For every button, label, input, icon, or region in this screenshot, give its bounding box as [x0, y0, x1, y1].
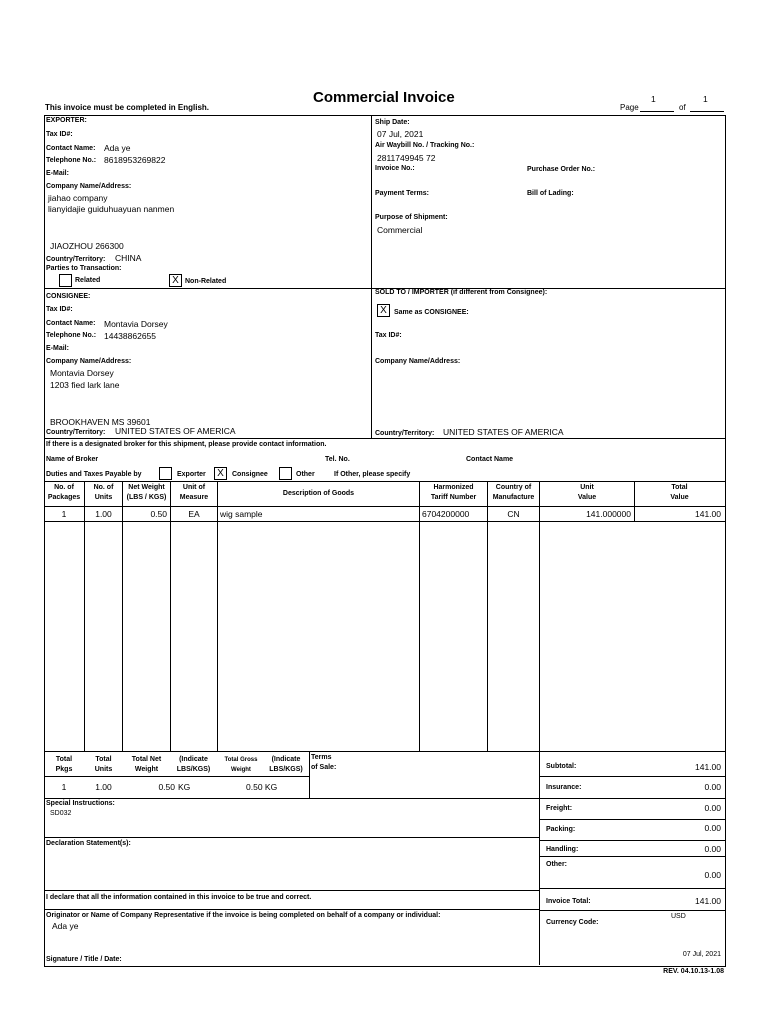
- packing-label: Packing:: [546, 826, 576, 833]
- broker-contact-label: Contact Name: [466, 456, 514, 463]
- sold-to-company-label: Company Name/Address:: [375, 358, 461, 365]
- invoice-total-value: 141.00: [695, 896, 721, 906]
- page-number: 1: [651, 94, 656, 104]
- originator-name: Ada ye: [52, 921, 79, 931]
- purpose-value: Commercial: [377, 225, 423, 235]
- of-label: of: [679, 103, 686, 112]
- exporter-email-label: E-Mail:: [46, 170, 69, 177]
- subtotal-label: Subtotal:: [546, 763, 577, 770]
- consignee-country: UNITED STATES OF AMERICA: [115, 426, 236, 436]
- row1-uom: EA: [188, 509, 200, 519]
- nonrelated-label: Non-Related: [185, 278, 227, 285]
- total-net-indicate: (Indicate LBS/KGS): [176, 756, 211, 773]
- insurance-value: 0.00: [704, 782, 721, 792]
- broker-note: If there is a designated broker for this shipment, please provide contact information.: [46, 441, 327, 448]
- revision-code: REV. 04.10.13-1.08: [663, 968, 724, 975]
- total-gross: 0.50 KG: [246, 782, 278, 792]
- other-charge-label: Other:: [546, 861, 567, 868]
- total-pkgs: 1: [61, 782, 67, 792]
- exporter-country: CHINA: [115, 253, 142, 263]
- col-total-value: Total Value: [670, 484, 689, 501]
- total-units-label: Total Units: [94, 756, 113, 773]
- related-checkbox[interactable]: [59, 274, 72, 287]
- consignee-heading: CONSIGNEE:: [46, 293, 91, 300]
- signature-label: Signature / Title / Date:: [46, 956, 122, 963]
- sold-to-country-label: Country/Territory:: [375, 430, 435, 437]
- related-label: Related: [75, 277, 101, 284]
- exporter-heading: EXPORTER:: [46, 117, 87, 124]
- exporter-country-label: Country/Territory:: [46, 256, 106, 263]
- handling-value: 0.00: [704, 844, 721, 854]
- duties-exporter-label: Exporter: [177, 471, 206, 478]
- awb-number: 2811749945 72: [377, 153, 436, 163]
- row1-units: 1.00: [95, 509, 112, 519]
- duties-other-checkbox[interactable]: [279, 467, 292, 480]
- same-as-consignee-label: Same as CONSIGNEE:: [394, 309, 469, 316]
- subtotal-value: 141.00: [695, 762, 721, 772]
- exporter-phone-label: Telephone No.:: [46, 157, 97, 164]
- freight-value: 0.00: [704, 803, 721, 813]
- col-unit-value: Unit Value: [577, 484, 597, 501]
- exporter-company-line1: jiahao company: [48, 193, 108, 203]
- certification-text: I declare that all the information contained in this invoice to be true and correct.: [46, 894, 312, 901]
- page-label: Page: [620, 103, 639, 112]
- exporter-taxid-label: Tax ID#:: [46, 131, 73, 138]
- sold-to-taxid-label: Tax ID#:: [375, 332, 402, 339]
- consignee-company-line2: 1203 fied lark lane: [50, 380, 120, 390]
- col-uom: Unit of Measure: [179, 484, 209, 501]
- page-title: Commercial Invoice: [313, 89, 455, 106]
- awb-label: Air Waybill No. / Tracking No.:: [375, 142, 475, 149]
- total-pkgs-label: Total Pkgs: [55, 756, 73, 773]
- row1-packages: 1: [61, 509, 67, 519]
- signature-date: 07 Jul, 2021: [682, 951, 721, 958]
- total-units: 1.00: [95, 782, 112, 792]
- duties-exporter-checkbox[interactable]: [159, 467, 172, 480]
- bol-label: Bill of Lading:: [527, 190, 574, 197]
- purpose-label: Purpose of Shipment:: [375, 214, 448, 221]
- english-note: This invoice must be completed in English.: [45, 103, 210, 112]
- declaration-label: Declaration Statement(s):: [46, 840, 131, 847]
- col-packages: No. of Packages: [47, 484, 81, 501]
- ship-date-label: Ship Date:: [375, 119, 410, 126]
- exporter-contact: Ada ye: [104, 143, 131, 153]
- col-hts: Harmonized Tariff Number: [430, 484, 477, 501]
- duties-consignee-label: Consignee: [232, 471, 268, 478]
- exporter-contact-label: Contact Name:: [46, 145, 96, 152]
- ship-date: 07 Jul, 2021: [377, 129, 424, 139]
- duties-label: Duties and Taxes Payable by: [46, 471, 142, 478]
- consignee-country-label: Country/Territory:: [46, 429, 106, 436]
- row1-net-weight: 0.50: [150, 509, 167, 519]
- total-gross-indicate: (Indicate LBS/KGS): [269, 756, 303, 773]
- total-gross-label: Total Gross Weight: [224, 757, 258, 773]
- other-charge-value: 0.00: [704, 870, 721, 880]
- row1-description: wig sample: [220, 509, 263, 519]
- col-net-weight: Net Weight (LBS / KGS): [126, 484, 167, 501]
- consignee-taxid-label: Tax ID#:: [46, 306, 73, 313]
- duties-other-specify: If Other, please specify: [334, 471, 411, 478]
- invoice-total-label: Invoice Total:: [546, 898, 591, 905]
- currency-label: Currency Code:: [546, 919, 599, 926]
- currency-value: USD: [671, 913, 686, 920]
- consignee-contact: Montavia Dorsey: [104, 319, 168, 329]
- col-units: No. of Units: [93, 484, 114, 501]
- parties-label: Parties to Transaction:: [46, 265, 122, 272]
- insurance-label: Insurance:: [546, 784, 582, 791]
- row1-unit-value: 141.000000: [586, 509, 631, 519]
- exporter-phone: 8618953269822: [104, 155, 166, 165]
- duties-other-label: Other: [296, 471, 315, 478]
- special-instructions-label: Special Instructions:: [46, 800, 115, 807]
- terms-of-sale-label: Terms of Sale:: [311, 754, 337, 771]
- originator-label: Originator or Name of Company Representative if the invoice is being completed on behalf of a company or individual:: [46, 912, 441, 919]
- nonrelated-checkbox[interactable]: X: [169, 274, 182, 287]
- total-net-label: Total Net Weight: [131, 756, 162, 773]
- special-instructions: SD032: [50, 810, 72, 817]
- total-net: 0.50: [158, 782, 175, 792]
- invoice-no-label: Invoice No.:: [375, 165, 415, 172]
- row1-hts: 6704200000: [422, 509, 470, 519]
- duties-consignee-checkbox[interactable]: X: [214, 467, 227, 480]
- broker-name-label: Name of Broker: [46, 456, 99, 463]
- row1-total-value: 141.00: [695, 509, 721, 519]
- col-description: Description of Goods: [282, 490, 355, 497]
- page-total: 1: [703, 94, 708, 104]
- handling-label: Handling:: [546, 846, 579, 853]
- row1-origin: CN: [507, 509, 520, 519]
- consignee-city: BROOKHAVEN MS 39601: [50, 417, 151, 427]
- sold-to-country: UNITED STATES OF AMERICA: [443, 427, 564, 437]
- exporter-company-label: Company Name/Address:: [46, 183, 132, 190]
- freight-label: Freight:: [546, 805, 573, 812]
- consignee-phone: 14438862655: [104, 331, 157, 341]
- sold-to-heading: SOLD TO / IMPORTER (if different from Consignee):: [375, 289, 548, 296]
- exporter-company-line2: lianyidajie guiduhuayuan nanmen: [48, 204, 175, 214]
- exporter-city: JIAOZHOU 266300: [50, 241, 124, 251]
- total-net-unit: KG: [178, 782, 191, 792]
- consignee-company-line1: Montavia Dorsey: [50, 368, 114, 378]
- consignee-company-label: Company Name/Address:: [46, 358, 132, 365]
- payment-terms-label: Payment Terms:: [375, 190, 429, 197]
- same-as-consignee-checkbox[interactable]: X: [377, 304, 390, 317]
- consignee-email-label: E-Mail:: [46, 345, 69, 352]
- col-origin: Country of Manufacture: [492, 484, 535, 501]
- packing-value: 0.00: [704, 823, 721, 833]
- broker-tel-label: Tel. No.: [325, 456, 350, 463]
- po-label: Purchase Order No.:: [527, 166, 596, 173]
- consignee-contact-label: Contact Name:: [46, 320, 96, 327]
- consignee-phone-label: Telephone No.:: [46, 332, 97, 339]
